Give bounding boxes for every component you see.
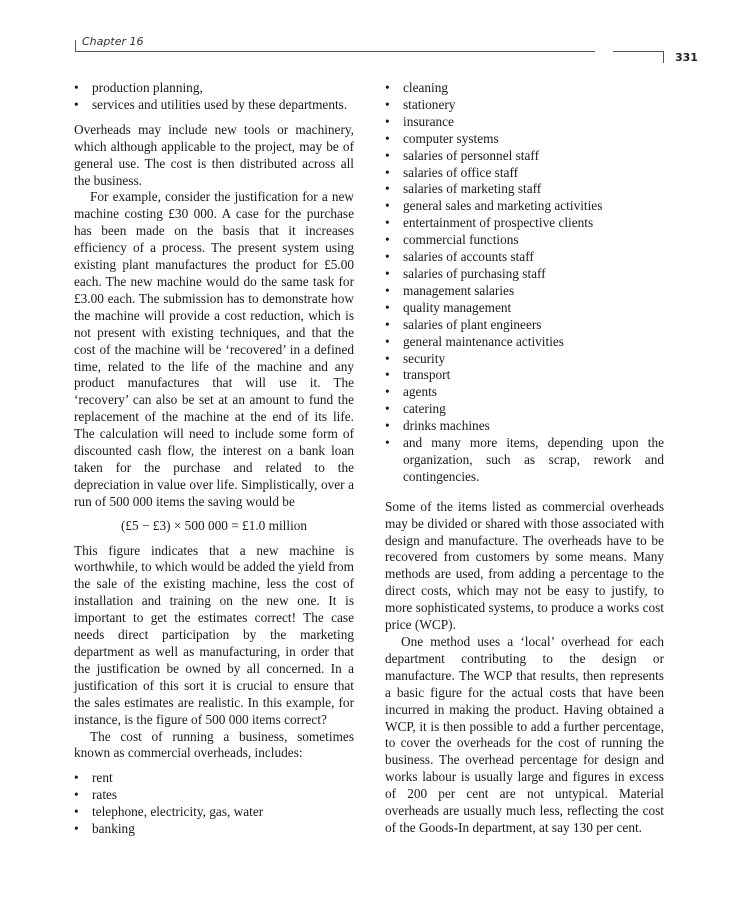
list-item: • commercial functions [385, 232, 664, 249]
left-bottom-bullet-list [74, 770, 354, 838]
list-item: • services and utilities used by these departments. [74, 97, 354, 114]
list-item: • general sales and marketing activities [385, 198, 664, 215]
list-item: • banking [74, 821, 354, 838]
list-item: • production planning, [74, 80, 354, 97]
list-item: • agents [385, 384, 664, 401]
header-rule [75, 51, 595, 52]
list-item: • salaries of plant engineers [385, 317, 664, 334]
list-item: • cleaning [385, 80, 664, 97]
list-item: • insurance [385, 114, 664, 131]
list-item: • stationery [385, 97, 664, 114]
paragraph-running-cost: The cost of running a business, sometimes known as commercial overheads, includes: [74, 728, 354, 761]
savings-equation: (£5 − £3) × 500 000 = £1.0 million [120, 517, 308, 533]
list-item: • general maintenance activities [385, 334, 664, 351]
left-column [74, 80, 354, 838]
list-item: • drinks machines [385, 418, 664, 435]
list-item: • catering [385, 401, 664, 418]
list-item: • security [385, 351, 664, 368]
commercial-overheads-list [385, 80, 664, 486]
list-item: • salaries of marketing staff [385, 181, 664, 198]
header-rule-tick-right [663, 51, 664, 63]
paragraph-local-overhead: One method uses a ‘local’ overhead for each department contributing to the design or manufacture. The WCP that results, then represents a basic figure for the actual costs that have been incurred in making the product. Having obtained a WCP, it is then possible to add a further percentage, to cover the overheads for the cost of running the business. The overhead percentage for design and works labour is usually large and figures in excess of 200 per cent are not untypical. Material overheads are usually much less, reflecting the cost of the Goods-In department, at say 130 per cent. [385, 634, 664, 835]
list-item: • and many more items, depending upon the organization, such as scrap, rework and contingencies. [385, 435, 664, 486]
paragraph-machine-example: For example, consider the justification for a new machine costing £30 000. A case for the purchase has been made on the basis that it increases efficiency of a process. The present system using existing plant manufactures the product for £5.00 each. The new machine would do the same task for £3.00 each. The submission has to demonstrate how the machine will provide a cost reduction, which is not present with existing techniques, and that the cost of the machine will be ‘recovered’ in a defined time, related to the life of the machine and any product manufactures that will use it. The ‘recovery’ can also be set at an amount to fund the replacement of the machine at the end of its life. The calculation will need to include some form of discounted cash flow, the interest on a bank loan taken for the purchase and related to the depreciation in value over life. Simplistically, over a run of 500 000 items the saving would be [74, 189, 354, 509]
right-column [385, 80, 664, 837]
list-item: • telephone, electricity, gas, water [74, 804, 354, 821]
chapter-label: Chapter 16 [82, 35, 144, 48]
list-item: • salaries of personnel staff [385, 148, 664, 165]
list-item: • rates [74, 787, 354, 804]
list-item: • transport [385, 367, 664, 384]
paragraph-worthwhile: This figure indicates that a new machine is worthwhile, to which would be added the yield from the sale of the existing machine, less the cost of installation and training on the new one. It is important to get the estimates correct! The case needs direct participation by the marketing department as well as manufacturing, in order that the justification be owned by all concerned. In a justification of this sort it is crucial to ensure that the sales estimates are realistic. In this example, for instance, is the figure of 500 000 items correct? [74, 542, 354, 727]
list-item: • computer systems [385, 131, 664, 148]
list-item: • quality management [385, 300, 664, 317]
paragraph-shared-overheads: Some of the items listed as commercial overheads may be divided or shared with those associated with design and manufacture. The overheads have to be recovered from customers by some means. Many methods are used, from adding a percentage to the direct costs, which may not be easy to justify, to more sophisticated systems, to produce a works cost price (WCP). [385, 498, 664, 633]
left-top-bullet-list [74, 80, 354, 114]
header-rule-right [613, 51, 663, 52]
list-item: • rent [74, 770, 354, 787]
list-item: • salaries of accounts staff [385, 249, 664, 266]
list-item: • management salaries [385, 283, 664, 300]
page-number: 331 [675, 51, 698, 64]
paragraph-overheads-intro: Overheads may include new tools or machinery, which although applicable to the project, may be of general use. The cost is then distributed across all the business. [74, 121, 354, 188]
list-item: • salaries of office staff [385, 165, 664, 182]
list-item: • entertainment of prospective clients [385, 215, 664, 232]
list-item: • salaries of purchasing staff [385, 266, 664, 283]
